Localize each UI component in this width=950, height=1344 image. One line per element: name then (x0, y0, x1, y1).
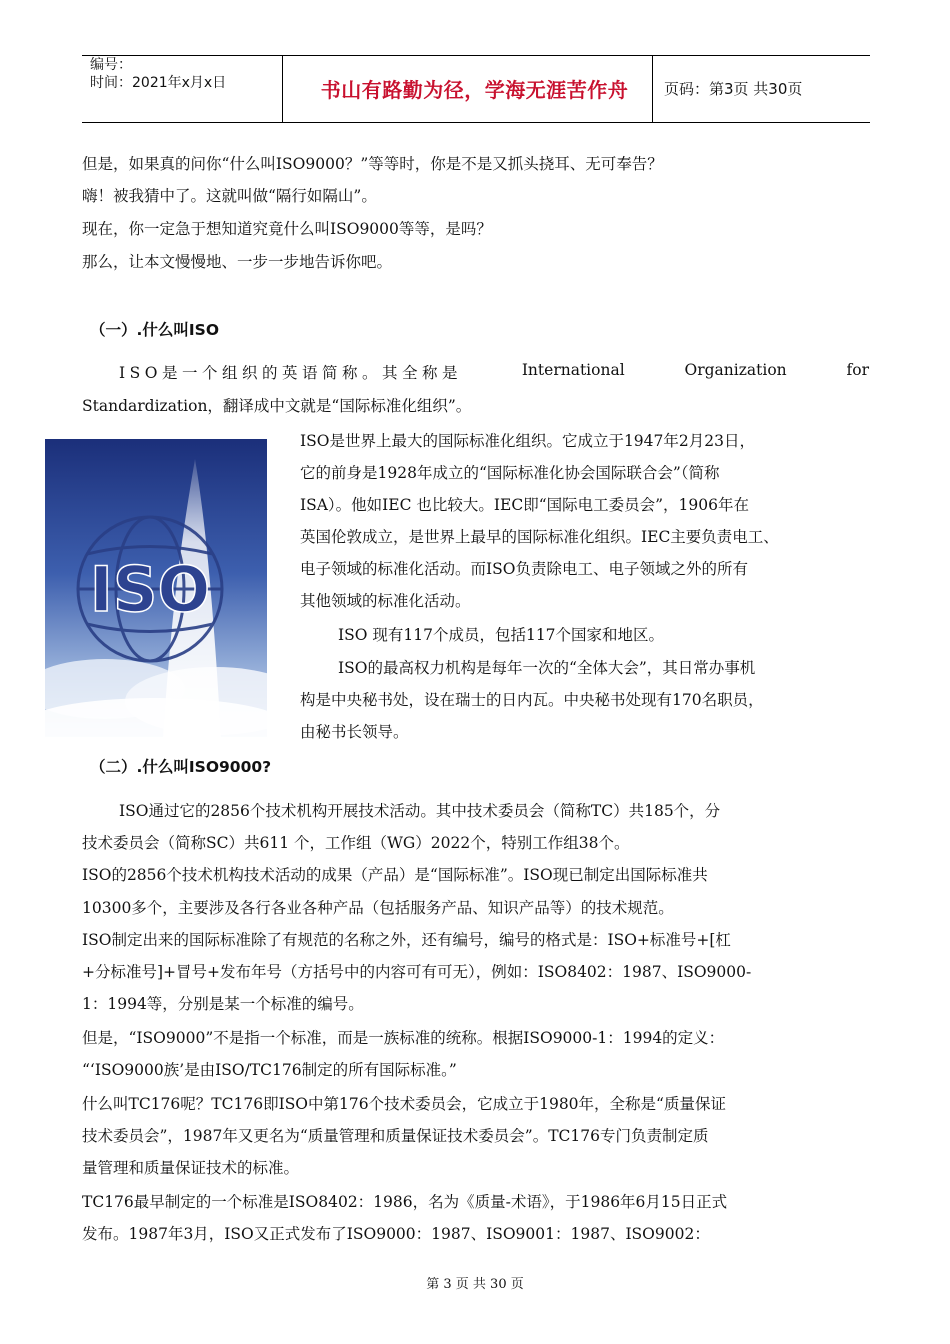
page-footer: 第 3 页 共 30 页 (426, 1277, 524, 1292)
intro-line: 现在，你一定急于想知道究竟什么叫ISO9000等等，是吗？ (82, 220, 492, 238)
section2-line: 量管理和质量保证技术的标准。 (82, 1159, 300, 1177)
section1-para4-line: 构是中央秘书处，设在瑞士的日内瓦。中央秘书处现有170名职员， (300, 691, 764, 709)
section1-para2-line: ISA）。他如IEC 也比较大。IEC即“国际电工委员会”，1906年在 (300, 496, 750, 514)
section1-para2-line: ISO是世界上最大的国际标准化组织。它成立于1947年2月23日， (300, 432, 755, 450)
section2-line: ISO制定出来的国际标准除了有规范的名称之外，还有编号，编号的格式是：ISO+标准号+[杠 (82, 931, 731, 949)
section1-para2-line: 它的前身是1928年成立的“国际标准化协会国际联合会”（简称 (300, 464, 720, 482)
section2-line: 10300多个，主要涉及各行各业各种产品（包括服务产品、知识产品等）的技术规范。 (82, 899, 674, 917)
intro-line: 嗨！被我猜中了。这就叫做“隔行如隔山”。 (82, 187, 377, 205)
section1-para4-line: ISO的最高权力机构是每年一次的“全体大会”，其日常办事机 (338, 659, 756, 677)
header-divider-left (282, 55, 283, 122)
section2-line: 发布。1987年3月，ISO又正式发布了ISO9000：1987、ISO9001：1987、ISO9002： (82, 1225, 710, 1243)
para1-word: International (521, 361, 625, 379)
header-number-label: 编号： (90, 57, 132, 73)
section2-line: +分标准号]+冒号+发布年号（方括号中的内容可有可无），例如：ISO8402：1987、ISO9000- (82, 963, 752, 981)
section2-line: ISO通过它的2856个技术机构开展技术活动。其中技术委员会（简称TC）共185个，分 (119, 802, 721, 820)
section1-para2-line: 其他领域的标准化活动。 (300, 592, 471, 610)
section2-line: 但是，“ISO9000”不是指一个标准，而是一族标准的统称。根据ISO9000-1：1994的定义： (82, 1029, 725, 1047)
header-bottom-rule (82, 122, 870, 123)
section2-line: 什么叫TC176呢？TC176即ISO中第176个技术委员会，它成立于1980年，全称是“质量保证 (82, 1095, 726, 1113)
para1-word: Organization (684, 361, 787, 379)
header-page-label: 页码：第3页 共30页 (664, 80, 803, 98)
section2-line: 技术委员会”，1987年又更名为“质量管理和质量保证技术委员会”。TC176专门负责制定质 (82, 1127, 709, 1145)
section1-para3: ISO 现有117个成员，包括117个国家和地区。 (338, 626, 665, 644)
section1-para4-line: 由秘书长领导。 (300, 723, 409, 741)
iso-logo-image (45, 439, 267, 737)
section1-para1-line1 (119, 361, 869, 383)
section1-heading: （一）.什么叫ISO (90, 321, 219, 339)
header-meta (90, 56, 226, 92)
section1-para2-line: 电子领域的标准化活动。而ISO负责除电工、电子领域之外的所有 (300, 560, 748, 578)
intro-line: 那么，让本文慢慢地、一步一步地告诉你吧。 (82, 253, 393, 271)
section1-para2-line: 英国伦敦成立，是世界上最早的国际标准化组织。IEC主要负责电工、 (300, 528, 779, 546)
header-divider-right (652, 55, 653, 122)
iso-logo-text: ISO (89, 553, 211, 626)
section1-para1-line2: Standardization，翻译成中文就是“国际标准化组织”。 (82, 397, 472, 415)
section2-line: “‘ISO9000族’是由ISO/TC176制定的所有国际标准。” (82, 1061, 457, 1079)
para1-word: ISO是一个组织的英语简称。其全称是 (119, 364, 462, 382)
iso-logo-icon (45, 439, 267, 737)
section2-line: TC176最早制定的一个标准是ISO8402：1986，名为《质量-术语》，于1986年6月15日正式 (82, 1193, 728, 1211)
section2-line: 1：1994等，分别是某一个标准的编号。 (82, 995, 364, 1013)
header-time-label: 时间：2021年x月x日 (90, 75, 227, 91)
para1-word: for (846, 361, 869, 379)
section2-heading: （二）.什么叫ISO9000? (90, 758, 272, 776)
intro-line: 但是，如果真的问你“什么叫ISO9000？”等等时，你是不是又抓头挠耳、无可奉告？ (82, 155, 663, 173)
section2-line: ISO的2856个技术机构技术活动的成果（产品）是“国际标准”。ISO现已制定出国际标准共 (82, 866, 708, 884)
header-motto: 书山有路勤为径，学海无涯苦作舟 (320, 78, 629, 102)
section2-line: 技术委员会（简称SC）共611 个，工作组（WG）2022个，特别工作组38个。 (82, 834, 630, 852)
